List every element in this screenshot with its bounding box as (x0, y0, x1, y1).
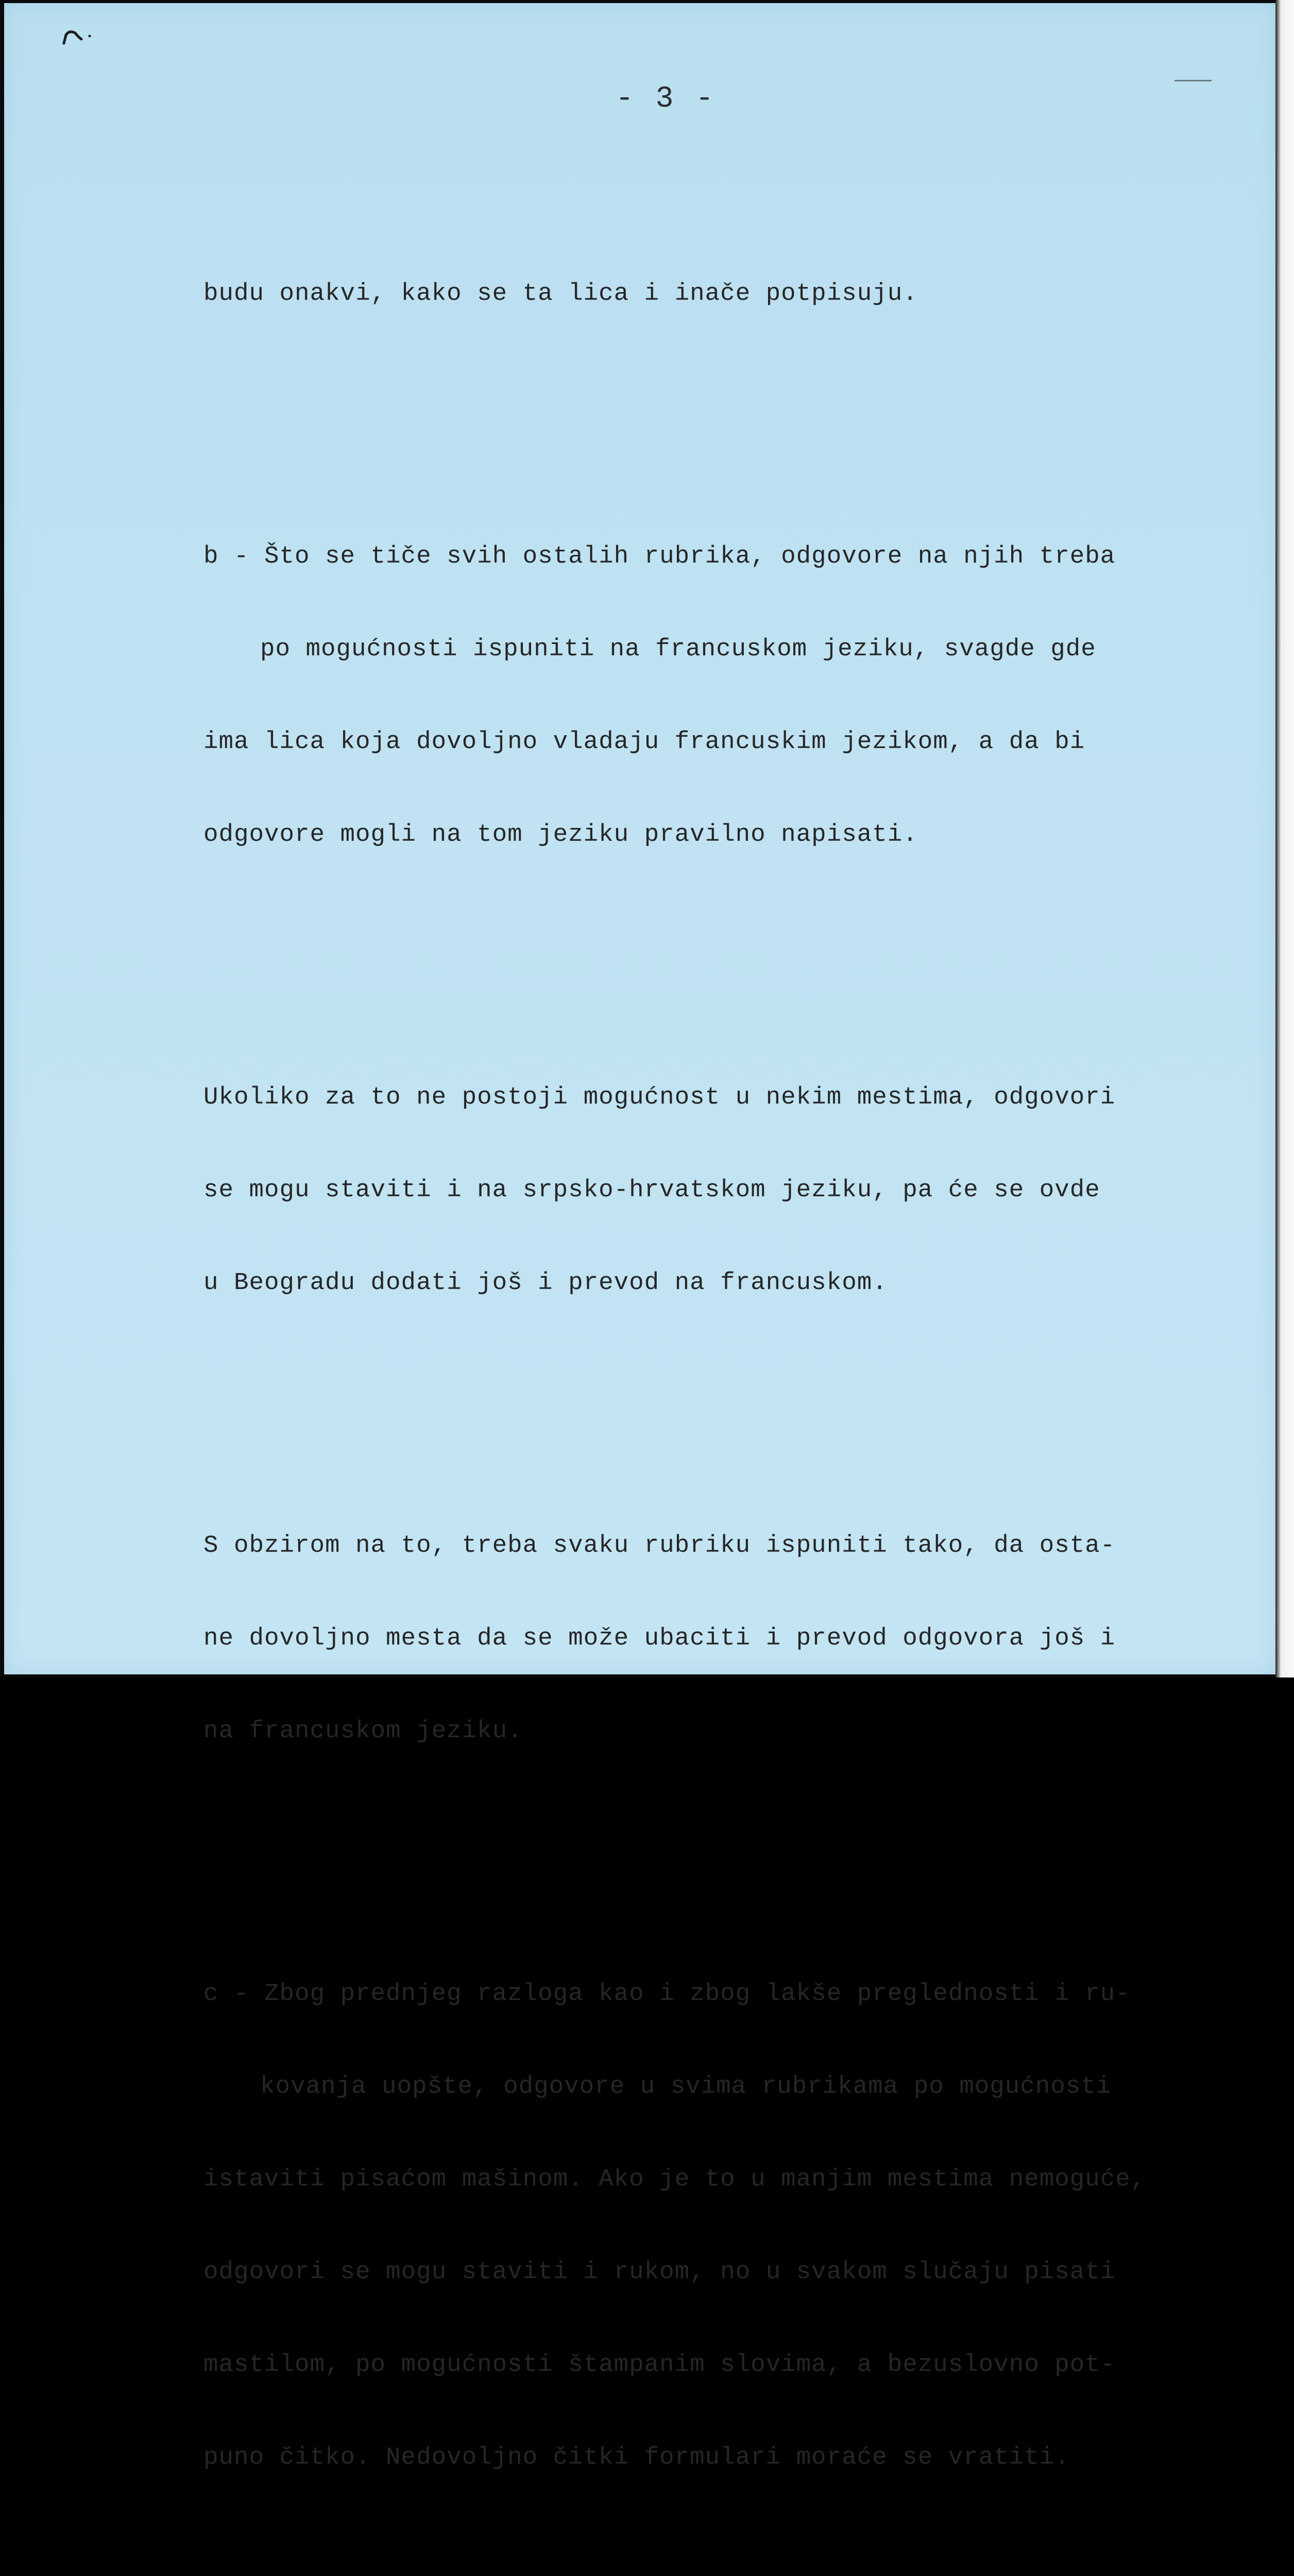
paragraph-s-obzirom (203, 1468, 1182, 1808)
text-line: Ukoliko za to ne postoji mogućnost u nekim mestima, odgovori (203, 1083, 1116, 1111)
text-line: po mogućnosti ispuniti na francuskom jeziku, svagde gde (260, 635, 1096, 663)
paragraph-a-end (203, 216, 1182, 371)
text-line: budu onakvi, kako se ta lica i inače potpisuju. (203, 280, 918, 308)
paragraph-ukoliko (203, 1020, 1182, 1360)
text-line: puno čitko. Nedovoljno čitki formulari moraće se vratiti. (203, 2444, 1070, 2471)
paragraph-b (203, 479, 1182, 912)
margin-mark (1174, 80, 1212, 81)
text-line: mastilom, po mogućnosti štampanim slovima, a bezuslovno pot- (203, 2351, 1116, 2379)
text-line: S obzirom na to, treba svaku rubriku ispuniti tako, da osta- (203, 1532, 1116, 1560)
text-line: u Beogradu dodati još i prevod na francuskom. (203, 1269, 888, 1297)
page-edge (1275, 0, 1294, 1677)
document-body (203, 155, 1182, 2576)
page-number: - 3 - (616, 82, 716, 116)
text-line: istaviti pisaćom mašinom. Ako je to u manjim mestima nemoguće, (203, 2165, 1146, 2193)
text-line: kovanja uopšte, odgovore u svima rubrikama po mogućnosti (260, 2073, 1112, 2100)
text-line: ne dovoljno mesta da se može ubaciti i prevod odgovora još i (203, 1624, 1116, 1652)
text-line: na francuskom jeziku. (203, 1717, 523, 1745)
text-line: se mogu staviti i na srpsko-hrvatskom jeziku, pa će se ovde (203, 1176, 1100, 1204)
text-line: c - Zbog prednjeg razloga kao i zbog lakše preglednosti i ru- (203, 1980, 1131, 2008)
paragraph-c (203, 1917, 1182, 2535)
text-line: odgovori se mogu staviti i rukom, no u svakom slučaju pisati (203, 2258, 1116, 2286)
text-line: ima lica koja dovoljno vladaju francuskim jezikom, a da bi (203, 728, 1085, 756)
ink-smudge-icon (61, 26, 92, 46)
text-line: odgovore mogli na tom jeziku pravilno napisati. (203, 821, 918, 849)
text-line: b - Što se tiče svih ostalih rubrika, odgovore na njih treba (203, 543, 1116, 570)
